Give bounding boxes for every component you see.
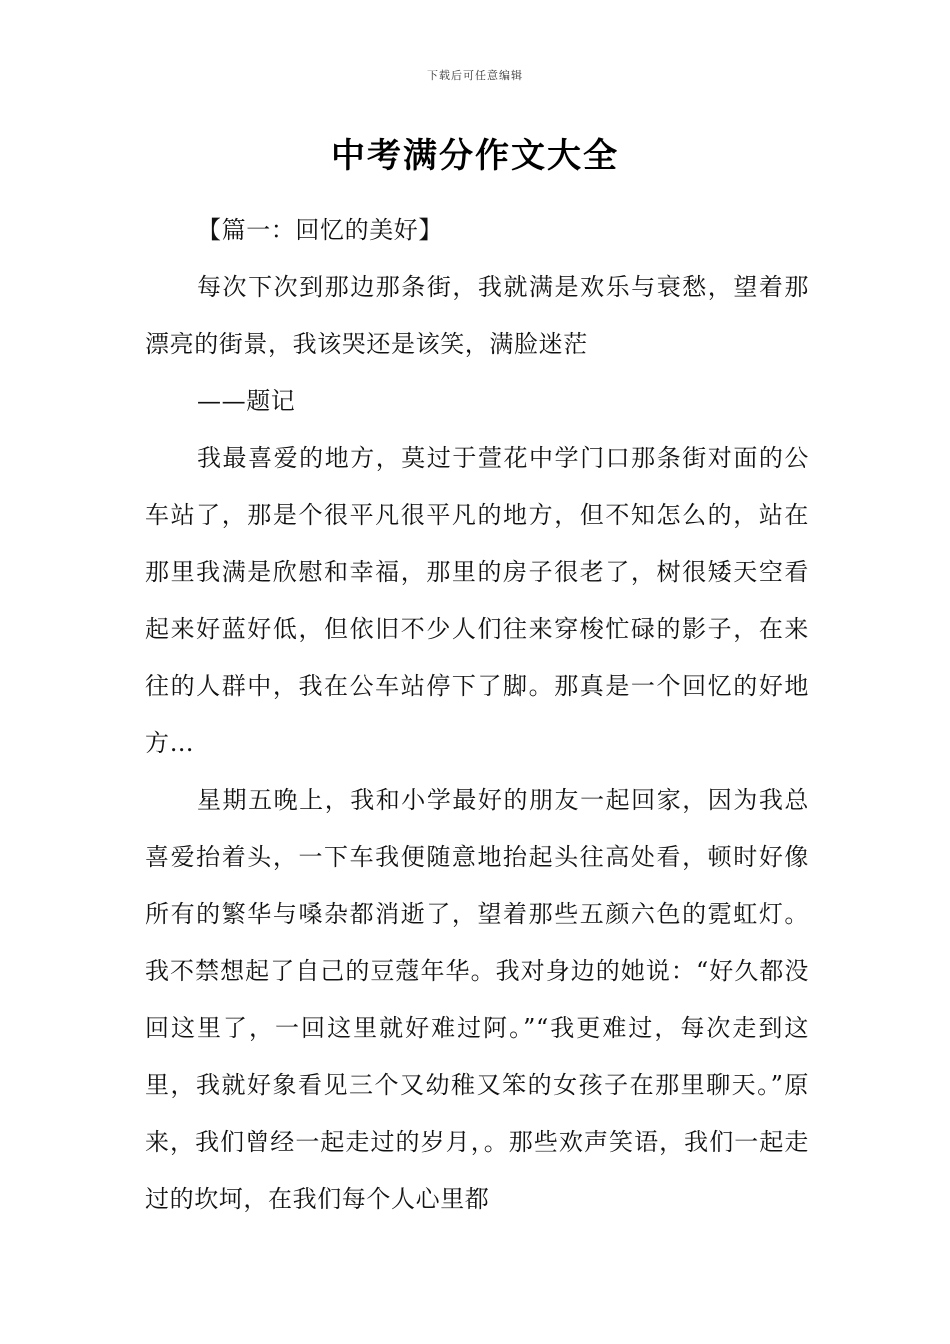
document-title: 中考满分作文大全 [331,136,619,176]
header-note: 下载后可任意编辑 [427,69,523,82]
paragraph: 星期五晚上，我和小学最好的朋友一起回家，因为我总喜爱抬着头，一下车我便随意地抬起头往高处看，顿时好像所有的繁华与嗓杂都消逝了，望着那些五颜六色的霓虹灯。我不禁想起了自己的豆蔻年华。我对身边的她说：“好久都没回这里了，一回这里就好难过阿。”“我更难过，每次走到这里，我就好象看见三个又幼稚又笨的女孩子在那里聊天。”原来，我们曾经一起走过的岁月，。那些欢声笑语，我们一起走过的坎坷，在我们每个人心里都 [145,786,809,1213]
epigraph-attribution: ——题记 [197,387,296,415]
epigraph: 每次下次到那边那条街，我就满是欢乐与衰愁，望着那漂亮的街景，我该哭还是该笑，满脸迷茫 [145,273,809,358]
paragraph: 我最喜爱的地方，莫过于萱花中学门口那条街对面的公车站了，那是个很平凡很平凡的地方，但不知怎么的，站在那里我满是欣慰和幸福，那里的房子很老了，树很矮天空看起来好蓝好低，但依旧不少人们往来穿梭忙碌的影子，在来往的人群中，我在公车站停下了脚。那真是一个回忆的好地方… [145,444,809,757]
document-body [145,202,809,1228]
section-heading: 【篇一：回忆的美好】 [197,216,443,244]
